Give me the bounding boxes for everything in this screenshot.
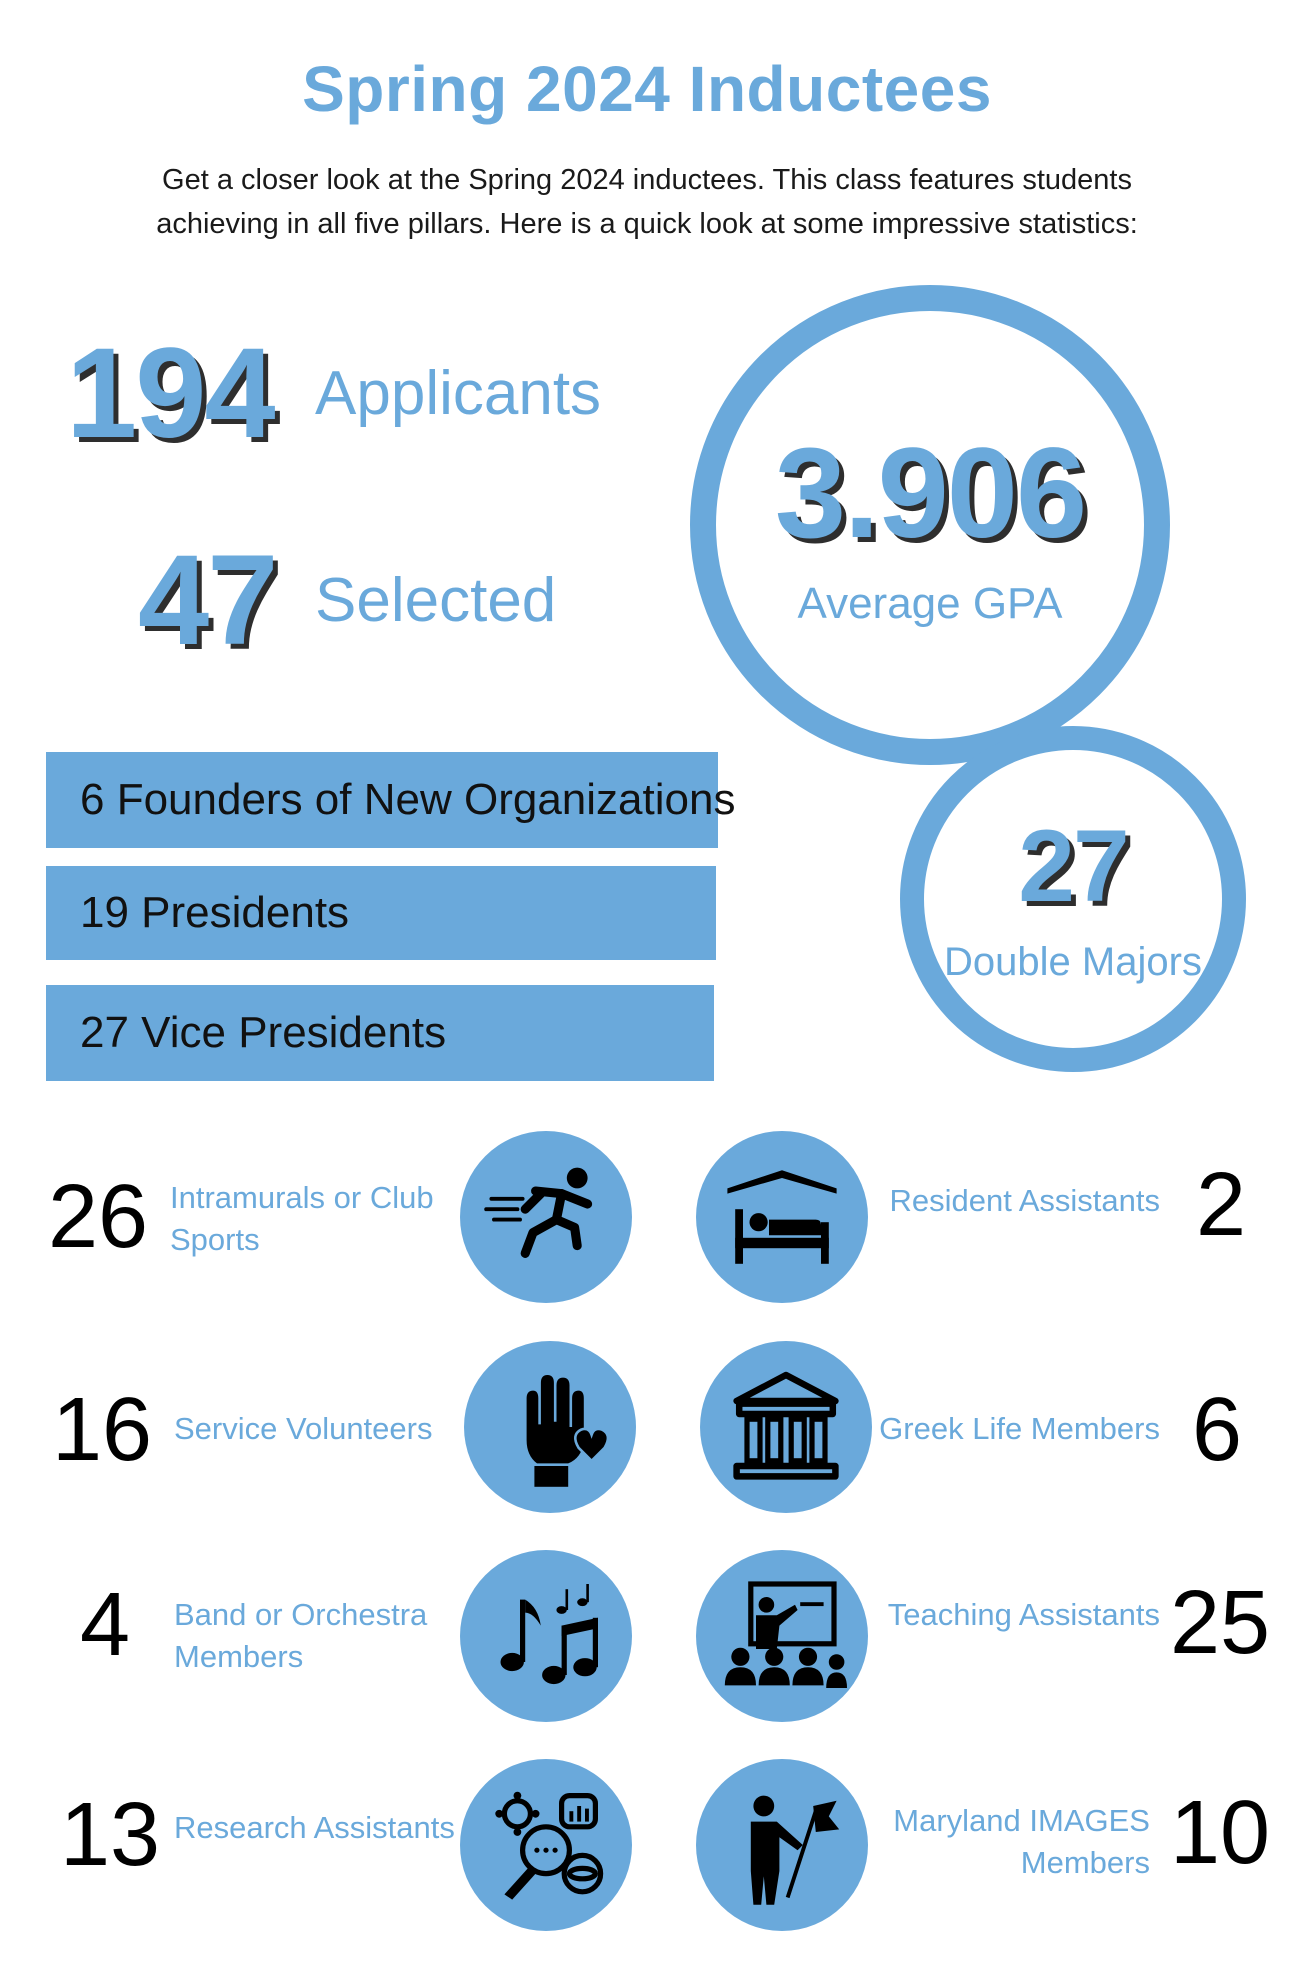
greek-icon-circle bbox=[700, 1341, 872, 1513]
resident-icon-circle bbox=[696, 1131, 868, 1303]
selected-label: Selected bbox=[315, 566, 557, 635]
intro-line-1: Get a closer look at the Spring 2024 inductees. This class features students bbox=[162, 164, 1132, 196]
founders-text: 6 Founders of New Organizations bbox=[80, 775, 736, 824]
band-icon-circle bbox=[460, 1550, 632, 1722]
applicants-label: Applicants bbox=[315, 359, 602, 428]
hand-heart-icon bbox=[485, 1362, 615, 1492]
band-number: 4 bbox=[80, 1575, 131, 1675]
images-number: 10 bbox=[1170, 1783, 1271, 1883]
teacher-icon bbox=[717, 1571, 847, 1701]
vice-presidents-bar bbox=[46, 985, 714, 1081]
applicants-number: 194 bbox=[66, 322, 274, 465]
teaching-icon-circle bbox=[696, 1550, 868, 1722]
sports-number: 26 bbox=[48, 1167, 149, 1267]
research-number: 13 bbox=[60, 1785, 161, 1885]
page-title: Spring 2024 Inductees bbox=[302, 53, 992, 125]
selected-number: 47 bbox=[138, 529, 277, 672]
sports-label: Intramurals or Club Sports bbox=[170, 1180, 434, 1257]
double-majors-label: Double Majors bbox=[944, 940, 1202, 984]
images-icon-circle bbox=[696, 1759, 868, 1931]
founders-bar bbox=[46, 752, 736, 848]
greek-number: 6 bbox=[1192, 1380, 1243, 1480]
resident-number: 2 bbox=[1196, 1155, 1247, 1255]
music-notes-icon bbox=[481, 1571, 611, 1701]
volunteers-number: 16 bbox=[52, 1380, 153, 1480]
gpa-label: Average GPA bbox=[797, 579, 1063, 628]
images-label: Maryland IMAGES Members bbox=[893, 1803, 1150, 1880]
double-majors-number: 27 bbox=[1018, 809, 1128, 923]
resident-label: Resident Assistants bbox=[889, 1183, 1160, 1218]
running-icon bbox=[481, 1152, 611, 1282]
volunteers-icon-circle bbox=[464, 1341, 636, 1513]
research-icon bbox=[481, 1780, 611, 1910]
flag-person-icon bbox=[717, 1780, 847, 1910]
research-icon-circle bbox=[460, 1759, 632, 1931]
intro-line-2: achieving in all five pillars. Here is a quick look at some impressive statistics: bbox=[156, 208, 1138, 240]
sports-icon-circle bbox=[460, 1131, 632, 1303]
band-label: Band or Orchestra Members bbox=[174, 1597, 428, 1674]
vice-presidents-text: 27 Vice Presidents bbox=[80, 1008, 447, 1057]
volunteers-label: Service Volunteers bbox=[174, 1411, 433, 1446]
presidents-bar bbox=[46, 866, 716, 960]
greek-label: Greek Life Members bbox=[879, 1411, 1160, 1446]
bed-house-icon bbox=[717, 1152, 847, 1282]
teaching-label: Teaching Assistants bbox=[887, 1597, 1160, 1632]
gpa-number: 3.906 bbox=[774, 422, 1086, 565]
research-label: Research Assistants bbox=[174, 1810, 455, 1845]
presidents-text: 19 Presidents bbox=[80, 888, 350, 937]
teaching-number: 25 bbox=[1170, 1573, 1271, 1673]
greek-temple-icon bbox=[721, 1362, 851, 1492]
intro-text bbox=[80, 158, 1214, 246]
